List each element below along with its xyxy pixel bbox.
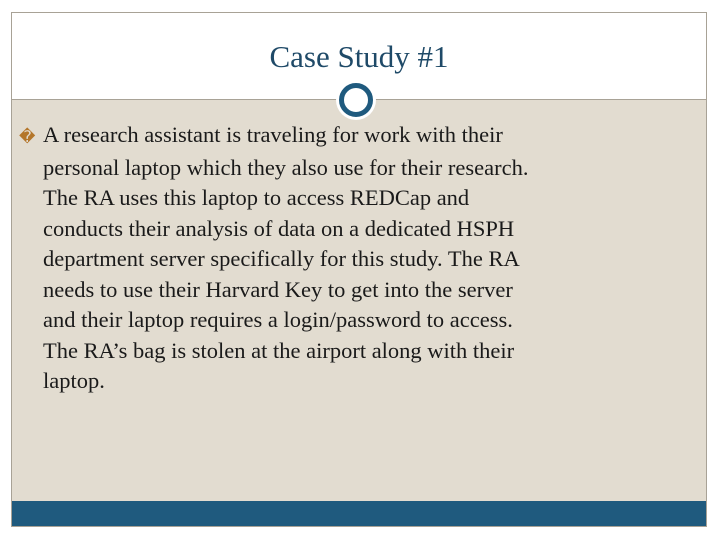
- bullet-line: conducts their analysis of data on a dedicated HSPH: [43, 215, 515, 241]
- footer-bar: [12, 501, 706, 526]
- bullet-line: laptop.: [43, 368, 105, 393]
- bullet-line: The RA’s bag is stolen at the airport along with their: [43, 337, 515, 363]
- bullet-line: personal laptop which they also use for their research.: [43, 154, 529, 180]
- bullet-line: and their laptop requires a login/password to access.: [43, 307, 513, 332]
- bullet-line: needs to use their Harvard Key to get into the server: [43, 276, 513, 302]
- bullet-line: department server specifically for this study. The RA: [43, 246, 520, 271]
- slide-title: Case Study #1: [269, 39, 449, 74]
- bullet-line: The RA uses this laptop to access REDCap and: [43, 185, 470, 210]
- circle-ornament-icon: [339, 83, 373, 117]
- bullet-item: [19, 120, 689, 153]
- bullet-block: [19, 120, 689, 397]
- bullet-line: A research assistant is traveling for work with their: [43, 122, 503, 147]
- bullet-icon: �: [19, 127, 36, 146]
